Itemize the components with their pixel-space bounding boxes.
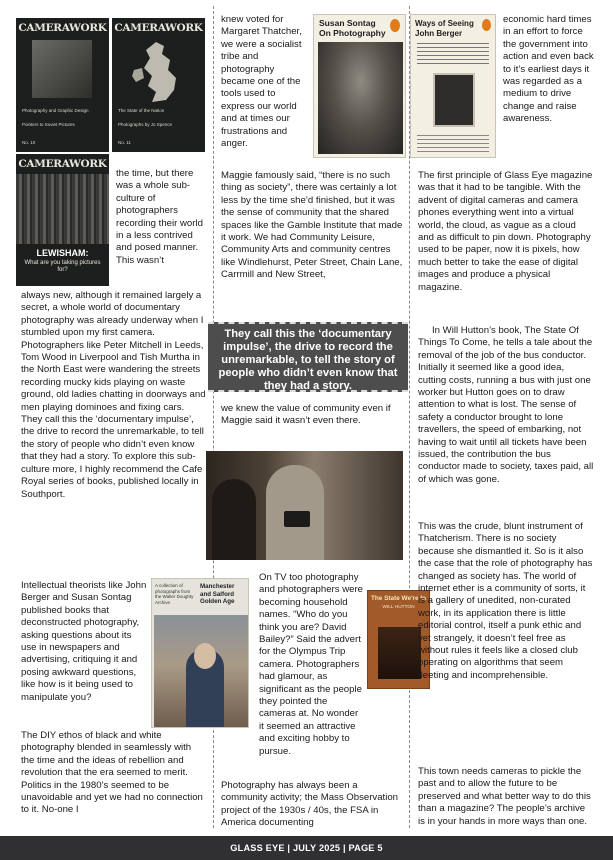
pull-quote-box — [208, 322, 408, 392]
col1-p1b: always new, although it remained largely a secret, a whole world of documentary photography was already underway when I stumbled upon my first camera. Photographers like Peter Mitchell in Leeds, Tom Wood in Liverpool and Tish Murtha in the North East were wandering the streets recording mucky kids playing on waste ground, old ladies chatting in doorways and men playing dominoes and fixing cars. They call this the ‘documentary impulse’, the drive to record the unremarkable, to tell the story of people who didn’t even know that they had a story. To explore this sub-culture more, I highly recommend the Cafe Royal series of books, published locally in Southport. — [21, 290, 206, 500]
col3-p2: The first principle of Glass Eye magazine was that it had to be tangible. With the advent of digital cameras and camera phones everything went into a virtual world, the cloud, as vague as a cloud and as difficult to pin down. Photography used to be paper, now it is pixels, how much better to take the ease of digital images and produce a physical magazine. — [418, 170, 593, 293]
book-author: WILL HUTTON — [382, 605, 415, 610]
camerawork-cover-1 — [16, 18, 109, 152]
person-left — [212, 479, 256, 560]
map-of-britain-image — [126, 40, 192, 104]
cover-headline: LEWISHAM: — [36, 248, 89, 258]
portrait-photo — [318, 42, 403, 154]
sontag-book-cover — [313, 14, 406, 158]
col3-p5: This town needs cameras to pickle the past and to allow the future to be preserved and what better way to do this than a magazine? The people’s archive is in your hands in more ways than one. — [418, 766, 591, 827]
camera-shape — [284, 511, 310, 527]
painting-image — [433, 73, 475, 127]
col1-p3: The DIY ethos of black and white photography blended in seamlessly with the time and the ideas of rebellion and revolution that the era seemed to merit. Politics in the 1980’s seemed to be unavoidable and yet we had no connection to it. No-one I — [21, 730, 203, 816]
col3-p4: This was the crude, blunt instrument of Thatcherism. There is no society because she dismantled it. So is it also the case that the role of photography has changed as society has. The world of internet ether is a community of sorts, it is a gallery of unedited, non-curated work, in its application there is little editorial control, itself a punk ethic and yet strangely, it doesn’t feel free as without rules it feels like a closed club operating on algorithms that seem fleeting and incomprehensible. — [418, 521, 593, 681]
col2-p2: Maggie famously said, “there is no such thing as society”, there was certainly a lot less by the time she’d finished, but it was the sense of community that the shared spaces like the Gamble Institute that made it work. We had Community Leisure, Community Arts and community centres like Windlehurst, Peter Street, Chain Lane, Carrmill and New Street, — [221, 170, 403, 281]
cover-issue: No. 11 — [118, 140, 131, 145]
cover-lines: Photographs by Jo Spence — [118, 122, 173, 127]
cover-subtitle: Photography and Graphic Design — [22, 108, 89, 113]
cover-lines: Pointers to Soviet Pictures — [22, 122, 75, 127]
salford-book-cover — [151, 578, 249, 728]
camerawork-cover-2 — [112, 18, 205, 152]
crowd-photo — [16, 174, 109, 244]
penguin-logo-icon — [390, 19, 400, 32]
col2-p5: Photography has always been a community activity; the Mass Observation project of the 1930s / 40s, the FSA in America documenting — [221, 780, 399, 829]
woman-face — [194, 643, 216, 669]
col1-p2: Intellectual theorists like John Berger and Susan Sontag published books that deconstructed photography, asking questions about its use in newspapers and advertising, critiquing it and posing awkward questions, like how is it being used to manipulate you? — [21, 580, 147, 703]
building-image — [378, 627, 421, 679]
masthead: CAMERAWORK — [18, 22, 107, 34]
book-title: Manchester and Salford Golden Age — [200, 583, 235, 605]
cover-image — [32, 40, 92, 98]
book-footer-lines — [417, 135, 489, 153]
cover-subhead: What are you taking pictures for? — [24, 260, 101, 273]
penguin-logo-icon — [482, 19, 491, 31]
col2-p3: we knew the value of community even if Maggie said it wasn’t even there. — [221, 403, 391, 427]
book-title: Ways of Seeing John Berger — [415, 19, 474, 38]
col3-p1: economic hard times in an effort to force the government into action and even back to it’s earliest days it was regarded as a medium to drive change and raise awareness. — [503, 14, 594, 125]
street-photo — [154, 615, 248, 727]
col2-p4: On TV too photography and photographers were becoming household names. “Who do you think you are? David Bailey?” Said the advert for the Olympus Trip camera. Photographers had glamour, as significant as the people they pointed the cameras at. No wonder it seemed an attractive and exciting hobby to pursue. — [259, 572, 364, 757]
book-left-text: A collection of photographs from the Walter Doughty Archive — [155, 583, 194, 605]
photographers-photo — [206, 451, 403, 560]
col1-p1a: the time, but there was a whole sub-culture of photographers recording their world in a less contrived and posed manner. This wasn’t — [116, 168, 203, 266]
col3-p3: In Will Hutton’s book, The State Of Things To Come, he tells a tale about the removal of the job of the bus conductor. Initially it seemed like a good idea, cutting costs, running a bus with just one worker but Hutton goes on to draw attention to what is lost. The sense of safety a conductor brought to lone travellers, the speed of embarking, not having to wait until all tickets have been issued, the contribution the bus conductor made to society, taxes paid, all of which was gone. — [418, 325, 594, 485]
page-footer: GLASS EYE | JULY 2025 | PAGE 5 — [0, 836, 613, 860]
pull-quote: They call this the ‘documentary impulse’, the drive to record the unremarkable, to tell the story of people who didn’t even know that they had a story. — [218, 328, 398, 393]
book-title: The State We're In — [370, 595, 427, 602]
masthead: CAMERAWORK — [114, 22, 203, 34]
camerawork-cover-3 — [16, 154, 109, 286]
cover-subtitle: The State of the Nation — [118, 108, 165, 113]
cover-issue: No. 10 — [22, 140, 36, 145]
berger-book-cover — [410, 14, 496, 158]
masthead: CAMERAWORK — [18, 158, 107, 170]
book-blurb-lines — [417, 43, 489, 65]
col2-p1: knew voted for Margaret Thatcher, we were a socialist tribe and photography became one of the tools used to express our world and at times our frustrations and anger. — [221, 14, 302, 150]
book-title: Susan Sontag On Photography — [319, 18, 386, 38]
